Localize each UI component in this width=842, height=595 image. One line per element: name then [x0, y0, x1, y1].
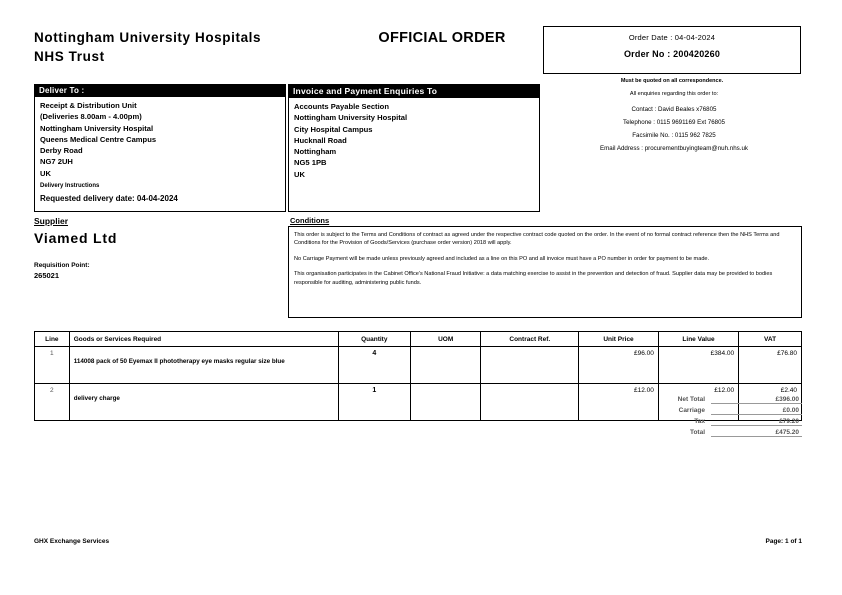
- column-header-line: Line: [35, 332, 70, 347]
- column-header-line-value: Line Value: [658, 332, 738, 347]
- cell-vat: £76.80: [739, 347, 802, 384]
- invoice-to-heading: Invoice and Payment Enquiries To: [289, 85, 539, 98]
- cell-quantity: 4: [338, 347, 410, 384]
- cell-unit-price: £96.00: [579, 347, 659, 384]
- totals-label: Total: [689, 429, 705, 436]
- cell-line-value: £384.00: [658, 347, 738, 384]
- totals-row: [612, 405, 802, 416]
- invoice-to-line: Nottingham University Hospital: [294, 113, 408, 123]
- cell-uom: [410, 384, 481, 421]
- order-quote-note: Must be quoted on all correspondence.: [620, 78, 724, 84]
- supplier-name: Viamed Ltd: [34, 230, 118, 246]
- cell-line-number: 2: [35, 384, 70, 421]
- conditions-box: [288, 226, 802, 318]
- invoice-to-line: NG5 1PB: [294, 158, 327, 168]
- totals-label: Net Total: [677, 396, 705, 403]
- enquiries-email: Email Address : procurementbuyingteam@nuh.nhs.uk: [600, 145, 748, 152]
- totals-value: £0.00: [711, 407, 802, 415]
- deliver-to-line: UK: [40, 168, 51, 178]
- invoice-to-line: UK: [294, 169, 305, 179]
- cell-description: delivery charge: [69, 384, 338, 421]
- totals-value: £79.20: [711, 418, 802, 426]
- enquiries-facsimile: Facsimile No. : 0115 962 7825: [632, 132, 716, 139]
- document-title: OFFICIAL ORDER: [378, 30, 506, 46]
- requisition-point-label: Requisition Point:: [34, 262, 90, 269]
- totals-value: £475.20: [711, 429, 802, 437]
- enquiries-contact: Contact : David Beales x76805: [631, 106, 717, 113]
- deliver-to-line: Derby Road: [40, 146, 83, 156]
- cell-line-value: £12.00: [658, 384, 738, 421]
- enquiries-telephone: Telephone : 0115 9691169 Ext 76805: [623, 119, 725, 126]
- invoice-to-line: Accounts Payable Section: [294, 102, 389, 111]
- deliver-to-address: [35, 97, 285, 208]
- column-header-contract-ref: Contract Ref.: [481, 332, 579, 347]
- organisation-line-1: Nottingham University Hospitals: [34, 30, 262, 45]
- conditions-label: Conditions: [290, 216, 330, 225]
- order-date: Order Date : 04-04-2024: [628, 33, 716, 42]
- cell-unit-price: £12.00: [579, 384, 659, 421]
- deliver-to-line: Queens Medical Centre Campus: [40, 134, 157, 144]
- order-reference-box: [543, 26, 801, 74]
- column-header-vat: VAT: [739, 332, 802, 347]
- deliver-to-line: (Deliveries 8.00am - 4.00pm): [40, 112, 142, 122]
- deliver-to-heading: Deliver To :: [35, 85, 285, 97]
- column-header-unit-price: Unit Price: [579, 332, 659, 347]
- totals-row: [612, 416, 802, 427]
- cell-description: 114008 pack of 50 Eyemax II phototherapy eye masks regular size blue: [69, 347, 338, 384]
- deliver-to-panel: [34, 84, 286, 212]
- invoice-to-line: City Hospital Campus: [294, 124, 373, 134]
- cell-contract-ref: [481, 384, 579, 421]
- totals-row: [612, 427, 802, 438]
- deliver-to-line: Receipt & Distribution Unit: [40, 101, 137, 110]
- conditions-paragraph: No Carriage Payment will be made unless previously agreed and included as a line on this PO and all invoice must have a PO number in order for payment to be made.: [294, 255, 710, 262]
- table-header-row: [35, 332, 802, 347]
- deliver-to-line: NG7 2UH: [40, 157, 73, 167]
- invoice-to-panel: [288, 84, 540, 212]
- invoice-to-address: [289, 98, 539, 183]
- requisition-point-value: 265021: [34, 271, 60, 280]
- organisation-line-2: NHS Trust: [34, 49, 105, 64]
- totals-label: Carriage: [678, 407, 705, 414]
- cell-quantity: 1: [338, 384, 410, 421]
- totals-block: [612, 394, 802, 438]
- order-number: Order No : 200420260: [623, 49, 721, 59]
- delivery-instructions-label: Delivery Instructions: [40, 183, 100, 190]
- footer-page-number: Page: 1 of 1: [765, 538, 802, 545]
- totals-label: Tax: [694, 418, 705, 425]
- invoice-to-line: Nottingham: [294, 147, 337, 157]
- table-row: [35, 347, 802, 384]
- enquiries-block: [543, 88, 805, 155]
- deliver-to-line: Nottingham University Hospital: [40, 123, 154, 133]
- cell-contract-ref: [481, 347, 579, 384]
- enquiries-title: All enquiries regarding this order to:: [629, 91, 719, 97]
- column-header-goods: Goods or Services Required: [69, 332, 338, 347]
- column-header-uom: UOM: [410, 332, 481, 347]
- cell-line-number: 1: [35, 347, 70, 384]
- cell-uom: [410, 347, 481, 384]
- delivery-instructions-value: Requested delivery date: 04-04-2024: [40, 194, 178, 204]
- totals-row: [612, 394, 802, 405]
- conditions-paragraph: This order is subject to the Terms and Conditions of contract as agreed under the respective contract code quoted on the order. In the event of no formal contract reference then the NHS Terms and Conditions for the Provision of Goods/Services (purchase order version) 2018 will apply.: [294, 232, 780, 247]
- organisation-name: [34, 28, 334, 66]
- cell-vat: £2.40: [739, 384, 802, 421]
- supplier-label: Supplier: [34, 216, 69, 226]
- conditions-paragraph: This organisation participates in the Cabinet Office's National Fraud Initiative: a data matching exercise to assist in the prevention and detection of fraud. Supplier data may be provided to bodies responsible for auditing, administering public funds.: [294, 271, 773, 286]
- footer-provider: GHX Exchange Services: [34, 538, 110, 545]
- invoice-to-line: Hucknall Road: [294, 135, 347, 145]
- column-header-quantity: Quantity: [338, 332, 410, 347]
- totals-value: £396.00: [711, 396, 802, 404]
